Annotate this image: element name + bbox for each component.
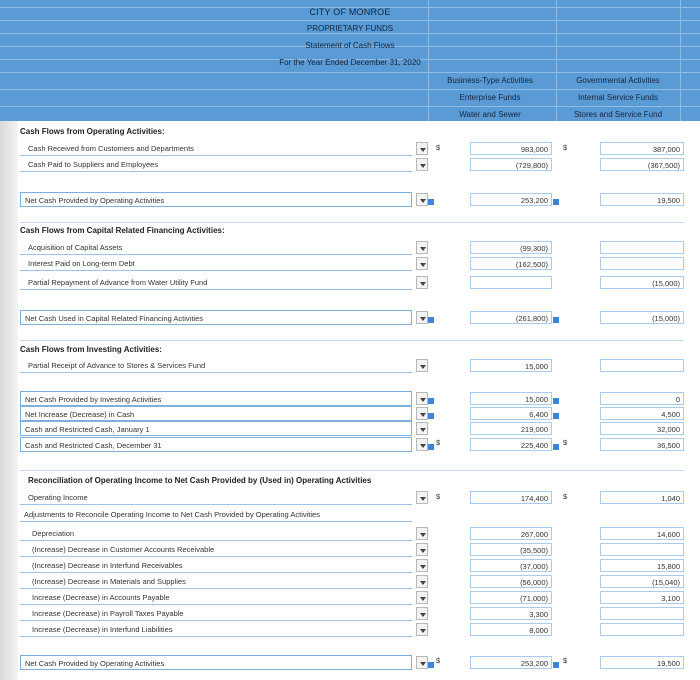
- col2-head-3: Stores and Service Fund: [573, 110, 663, 119]
- input-water-r10[interactable]: 6,400: [470, 407, 552, 420]
- dropdown-icon[interactable]: [416, 359, 428, 372]
- row-label: Operating Income: [20, 490, 412, 505]
- input-stores-r9[interactable]: 0: [600, 392, 684, 405]
- flag-icon: [553, 662, 559, 668]
- input-water-r13[interactable]: 174,400: [470, 491, 552, 504]
- dropdown-icon[interactable]: [416, 257, 428, 270]
- input-stores-r19[interactable]: 3,100: [600, 591, 684, 604]
- dropdown-icon[interactable]: [416, 438, 428, 451]
- row-label: Partial Receipt of Advance to Stores & Services Fund: [20, 358, 412, 373]
- dropdown-icon[interactable]: [416, 407, 428, 420]
- row-label: Net Cash Provided by Investing Activities: [20, 391, 412, 406]
- input-water-r20[interactable]: 3,300: [470, 607, 552, 620]
- dropdown-icon[interactable]: [416, 422, 428, 435]
- flag-icon: [428, 662, 434, 668]
- row-label: Net Cash Provided by Operating Activities: [20, 192, 412, 207]
- period-title: For the Year Ended December 31, 2020: [279, 58, 421, 67]
- col2-head-2: Internal Service Funds: [577, 93, 659, 102]
- input-water-r5[interactable]: (162,500): [470, 257, 552, 270]
- row-label: Net Increase (Decrease) in Cash: [20, 406, 412, 421]
- row-label: Cash Paid to Suppliers and Employees: [20, 157, 412, 172]
- row-label: Partial Repayment of Advance from Water Utility Fund: [20, 275, 412, 290]
- city-title: CITY OF MONROE: [309, 7, 391, 17]
- input-stores-r10[interactable]: 4,500: [600, 407, 684, 420]
- dropdown-icon[interactable]: [416, 559, 428, 572]
- statement-title: Statement of Cash Flows: [305, 41, 395, 50]
- dropdown-icon[interactable]: [416, 591, 428, 604]
- input-stores-r21[interactable]: [600, 623, 684, 636]
- flag-icon: [553, 398, 559, 404]
- input-water-r9[interactable]: 15,000: [470, 392, 552, 405]
- row-label: Cash Received from Customers and Departments: [20, 141, 412, 156]
- input-water-r11[interactable]: 219,000: [470, 422, 552, 435]
- row-label: Net Cash Used in Capital Related Financing Activities: [20, 310, 412, 325]
- dropdown-icon[interactable]: [416, 607, 428, 620]
- section-investing: Cash Flows from Investing Activities:: [20, 345, 162, 354]
- dropdown-icon[interactable]: [416, 656, 428, 669]
- currency-symbol: $: [563, 438, 568, 447]
- currency-symbol: $: [436, 492, 441, 501]
- input-stores-r12[interactable]: 36,500: [600, 438, 684, 451]
- dropdown-icon[interactable]: [416, 543, 428, 556]
- row-label: Cash and Restricted Cash, December 31: [20, 437, 412, 452]
- dropdown-icon[interactable]: [416, 158, 428, 171]
- input-stores-r3[interactable]: 19,500: [600, 193, 684, 206]
- dropdown-icon[interactable]: [416, 491, 428, 504]
- dropdown-icon[interactable]: [416, 142, 428, 155]
- row-label: (Increase) Decrease in Interfund Receivables: [20, 558, 412, 573]
- currency-symbol: $: [563, 656, 568, 665]
- input-stores-r8[interactable]: [600, 359, 684, 372]
- input-stores-r2[interactable]: (367,500): [600, 158, 684, 171]
- input-water-r3[interactable]: 253,200: [470, 193, 552, 206]
- flag-icon: [428, 199, 434, 205]
- flag-icon: [553, 444, 559, 450]
- input-water-r8[interactable]: 15,000: [470, 359, 552, 372]
- input-stores-r7[interactable]: (15,000): [600, 311, 684, 324]
- input-stores-r1[interactable]: 387,000: [600, 142, 684, 155]
- input-water-r1[interactable]: 983,000: [470, 142, 552, 155]
- dropdown-icon[interactable]: [416, 575, 428, 588]
- input-water-r18[interactable]: (56,000): [470, 575, 552, 588]
- input-water-r6[interactable]: [470, 276, 552, 289]
- row-label: (Increase) Decrease in Materials and Supplies: [20, 574, 412, 589]
- fund-type-title: PROPRIETARY FUNDS: [306, 24, 394, 33]
- dropdown-icon[interactable]: [416, 241, 428, 254]
- col2-head-1: Governmental Activities: [576, 76, 660, 85]
- flag-icon: [428, 317, 434, 323]
- section-reconciliation: Reconciliation of Operating Income to Net Cash Provided by (Used in) Operating Activities: [28, 476, 372, 485]
- input-stores-r16[interactable]: [600, 543, 684, 556]
- input-water-r16[interactable]: (35,500): [470, 543, 552, 556]
- input-water-r12[interactable]: 225,400: [470, 438, 552, 451]
- flag-icon: [428, 398, 434, 404]
- input-stores-r13[interactable]: 1,040: [600, 491, 684, 504]
- input-stores-r6[interactable]: (15,000): [600, 276, 684, 289]
- dropdown-icon[interactable]: [416, 193, 428, 206]
- row-label: Net Cash Provided by Operating Activities: [20, 655, 412, 670]
- input-stores-r18[interactable]: (15,040): [600, 575, 684, 588]
- input-water-r4[interactable]: (99,300): [470, 241, 552, 254]
- col1-head-1: Business-Type Activities: [447, 76, 533, 85]
- col1-head-3: Water and Sewer: [459, 110, 521, 119]
- row-label: Increase (Decrease) in Accounts Payable: [20, 590, 412, 605]
- section-capital: Cash Flows from Capital Related Financing Activities:: [20, 226, 225, 235]
- row-label: Cash and Restricted Cash, January 1: [20, 421, 412, 436]
- row-label: Depreciation: [20, 526, 412, 541]
- input-stores-r22[interactable]: 19,500: [600, 656, 684, 669]
- input-stores-r11[interactable]: 32,000: [600, 422, 684, 435]
- currency-symbol: $: [436, 438, 441, 447]
- dropdown-icon[interactable]: [416, 623, 428, 636]
- input-water-r21[interactable]: 8,000: [470, 623, 552, 636]
- row-label: Increase (Decrease) in Interfund Liabilities: [20, 622, 412, 637]
- statement-header: [0, 0, 700, 121]
- dropdown-icon[interactable]: [416, 392, 428, 405]
- input-stores-r4[interactable]: [600, 241, 684, 254]
- row-label: Interest Paid on Long-term Debt: [20, 256, 412, 271]
- section-operating: Cash Flows from Operating Activities:: [20, 127, 165, 136]
- flag-icon: [428, 413, 434, 419]
- flag-icon: [553, 199, 559, 205]
- currency-symbol: $: [563, 143, 568, 152]
- input-water-r22[interactable]: 253,200: [470, 656, 552, 669]
- flag-icon: [553, 317, 559, 323]
- input-water-r17[interactable]: (37,000): [470, 559, 552, 572]
- input-water-r19[interactable]: (71,000): [470, 591, 552, 604]
- input-water-r2[interactable]: (729,800): [470, 158, 552, 171]
- row-label: Adjustments to Reconcile Operating Income to Net Cash Provided by Operating Activities: [20, 507, 412, 522]
- col1-head-2: Enterprise Funds: [459, 93, 521, 102]
- currency-symbol: $: [563, 492, 568, 501]
- currency-symbol: $: [436, 656, 441, 665]
- input-stores-r17[interactable]: 15,800: [600, 559, 684, 572]
- input-water-r7[interactable]: (261,800): [470, 311, 552, 324]
- dropdown-icon[interactable]: [416, 527, 428, 540]
- input-stores-r5[interactable]: [600, 257, 684, 270]
- input-stores-r15[interactable]: 14,600: [600, 527, 684, 540]
- input-stores-r20[interactable]: [600, 607, 684, 620]
- row-label: Increase (Decrease) in Payroll Taxes Payable: [20, 606, 412, 621]
- flag-icon: [428, 444, 434, 450]
- dropdown-icon[interactable]: [416, 276, 428, 289]
- currency-symbol: $: [436, 143, 441, 152]
- row-label: (Increase) Decrease in Customer Accounts Receivable: [20, 542, 412, 557]
- flag-icon: [553, 413, 559, 419]
- row-label: Acquisition of Capital Assets: [20, 240, 412, 255]
- dropdown-icon[interactable]: [416, 311, 428, 324]
- input-water-r15[interactable]: 267,000: [470, 527, 552, 540]
